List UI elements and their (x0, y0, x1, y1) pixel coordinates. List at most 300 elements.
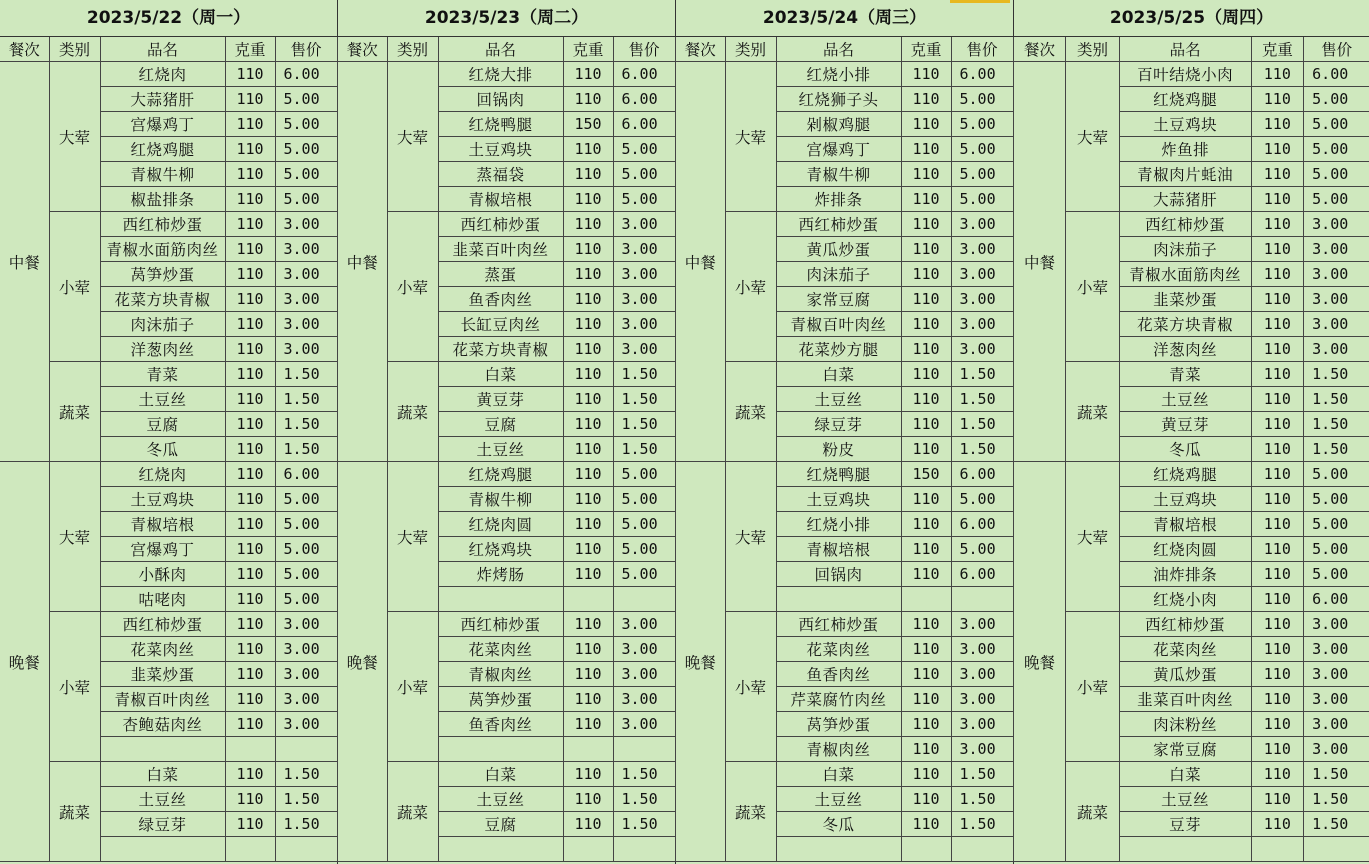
price-cell[interactable]: 3.00 (613, 287, 675, 312)
price-cell[interactable]: 6.00 (613, 62, 675, 87)
weight-cell[interactable]: 110 (225, 187, 275, 212)
weight-cell[interactable]: 110 (901, 212, 951, 237)
dish-name-cell[interactable]: 青菜 (1119, 362, 1251, 387)
day-title[interactable]: 2023/5/23（周二） (338, 0, 675, 37)
dish-name-cell[interactable]: 韭菜百叶肉丝 (1119, 687, 1251, 712)
dish-name-cell[interactable]: 土豆鸡块 (100, 487, 225, 512)
price-cell[interactable]: 3.00 (1304, 262, 1369, 287)
price-cell[interactable]: 3.00 (951, 312, 1013, 337)
meal-label[interactable]: 中餐 (676, 62, 725, 462)
price-cell[interactable]: 5.00 (1304, 112, 1369, 137)
price-cell[interactable]: 3.00 (1304, 687, 1369, 712)
price-cell[interactable]: 6.00 (1304, 587, 1369, 612)
category-label[interactable]: 大荤 (1066, 62, 1120, 212)
dish-name-cell[interactable]: 绿豆芽 (776, 412, 901, 437)
weight-cell[interactable]: 110 (901, 362, 951, 387)
price-cell[interactable]: 5.00 (275, 487, 337, 512)
price-cell[interactable]: 3.00 (951, 237, 1013, 262)
weight-cell[interactable]: 110 (1251, 462, 1304, 487)
price-cell[interactable] (275, 837, 337, 862)
price-cell[interactable]: 3.00 (1304, 337, 1369, 362)
dish-name-cell[interactable]: 豆腐 (438, 412, 563, 437)
dish-name-cell[interactable]: 土豆鸡块 (1119, 487, 1251, 512)
column-header-name[interactable]: 品名 (776, 37, 901, 62)
dish-name-cell[interactable]: 青椒肉片蚝油 (1119, 162, 1251, 187)
dish-name-cell[interactable]: 咕咾肉 (100, 587, 225, 612)
dish-name-cell[interactable]: 鱼香肉丝 (438, 712, 563, 737)
price-cell[interactable]: 1.50 (275, 787, 337, 812)
weight-cell[interactable]: 110 (563, 387, 613, 412)
price-cell[interactable]: 6.00 (951, 512, 1013, 537)
dish-name-cell[interactable]: 莴笋炒蛋 (100, 262, 225, 287)
price-cell[interactable]: 1.50 (1304, 812, 1369, 837)
dish-name-cell[interactable]: 土豆鸡块 (1119, 112, 1251, 137)
category-label[interactable]: 小荤 (1066, 212, 1120, 362)
price-cell[interactable]: 5.00 (1304, 162, 1369, 187)
weight-cell[interactable]: 110 (1251, 362, 1304, 387)
weight-cell[interactable]: 110 (1251, 237, 1304, 262)
dish-name-cell[interactable]: 白菜 (1119, 762, 1251, 787)
weight-cell[interactable]: 110 (1251, 587, 1304, 612)
weight-cell[interactable]: 110 (225, 362, 275, 387)
dish-name-cell[interactable]: 粉皮 (776, 437, 901, 462)
price-cell[interactable]: 1.50 (951, 387, 1013, 412)
price-cell[interactable]: 3.00 (1304, 312, 1369, 337)
dish-name-cell[interactable]: 炸烤肠 (438, 562, 563, 587)
weight-cell[interactable]: 110 (225, 212, 275, 237)
dish-name-cell[interactable]: 青椒百叶肉丝 (776, 312, 901, 337)
weight-cell[interactable]: 110 (563, 287, 613, 312)
dish-name-cell[interactable]: 花菜肉丝 (776, 637, 901, 662)
weight-cell[interactable]: 110 (563, 162, 613, 187)
dish-name-cell[interactable]: 洋葱肉丝 (1119, 337, 1251, 362)
price-cell[interactable]: 5.00 (1304, 137, 1369, 162)
dish-name-cell[interactable]: 肉沫茄子 (1119, 237, 1251, 262)
meal-label[interactable]: 晚餐 (676, 462, 725, 862)
category-label[interactable]: 小荤 (1066, 612, 1120, 762)
meal-label[interactable]: 中餐 (338, 62, 387, 462)
dish-name-cell[interactable]: 花菜肉丝 (438, 637, 563, 662)
dish-name-cell[interactable] (438, 837, 563, 862)
dish-name-cell[interactable]: 宫爆鸡丁 (776, 137, 901, 162)
dish-name-cell[interactable]: 鱼香肉丝 (776, 662, 901, 687)
price-cell[interactable]: 6.00 (613, 87, 675, 112)
dish-name-cell[interactable]: 红烧鸡腿 (1119, 87, 1251, 112)
dish-name-cell[interactable]: 蒸福袋 (438, 162, 563, 187)
weight-cell[interactable]: 110 (901, 512, 951, 537)
weight-cell[interactable]: 110 (1251, 212, 1304, 237)
dish-name-cell[interactable]: 土豆丝 (438, 787, 563, 812)
category-label[interactable]: 蔬菜 (49, 362, 100, 462)
weight-cell[interactable]: 110 (901, 187, 951, 212)
weight-cell[interactable]: 110 (901, 287, 951, 312)
price-cell[interactable]: 3.00 (613, 212, 675, 237)
dish-name-cell[interactable]: 红烧肉 (100, 62, 225, 87)
dish-name-cell[interactable]: 土豆丝 (1119, 787, 1251, 812)
price-cell[interactable]: 5.00 (1304, 512, 1369, 537)
weight-cell[interactable]: 110 (1251, 562, 1304, 587)
price-cell[interactable]: 1.50 (613, 362, 675, 387)
category-label[interactable]: 小荤 (387, 212, 438, 362)
price-cell[interactable]: 1.50 (1304, 362, 1369, 387)
dish-name-cell[interactable]: 青椒培根 (438, 187, 563, 212)
dish-name-cell[interactable]: 家常豆腐 (776, 287, 901, 312)
dish-name-cell[interactable]: 百叶结烧小肉 (1119, 62, 1251, 87)
weight-cell[interactable]: 110 (563, 762, 613, 787)
category-label[interactable]: 大荤 (725, 62, 776, 212)
dish-name-cell[interactable]: 红烧鸡腿 (1119, 462, 1251, 487)
dish-name-cell[interactable]: 青椒水面筋肉丝 (1119, 262, 1251, 287)
weight-cell[interactable]: 110 (1251, 62, 1304, 87)
price-cell[interactable] (951, 587, 1013, 612)
dish-name-cell[interactable]: 红烧肉圆 (438, 512, 563, 537)
weight-cell[interactable]: 110 (225, 537, 275, 562)
price-cell[interactable]: 1.50 (1304, 437, 1369, 462)
weight-cell[interactable]: 110 (901, 237, 951, 262)
weight-cell[interactable]: 110 (563, 562, 613, 587)
column-header-price[interactable]: 售价 (613, 37, 675, 62)
dish-name-cell[interactable]: 白菜 (438, 362, 563, 387)
dish-name-cell[interactable] (438, 587, 563, 612)
dish-name-cell[interactable]: 大蒜猪肝 (100, 87, 225, 112)
dish-name-cell[interactable]: 青椒水面筋肉丝 (100, 237, 225, 262)
weight-cell[interactable]: 110 (563, 812, 613, 837)
dish-name-cell[interactable]: 红烧鸭腿 (776, 462, 901, 487)
weight-cell[interactable]: 110 (1251, 512, 1304, 537)
price-cell[interactable]: 3.00 (613, 337, 675, 362)
weight-cell[interactable]: 110 (225, 387, 275, 412)
dish-name-cell[interactable]: 西红柿炒蛋 (776, 212, 901, 237)
column-header-weight[interactable]: 克重 (225, 37, 275, 62)
price-cell[interactable]: 1.50 (613, 787, 675, 812)
weight-cell[interactable]: 110 (563, 87, 613, 112)
dish-name-cell[interactable]: 家常豆腐 (1119, 737, 1251, 762)
price-cell[interactable]: 5.00 (613, 162, 675, 187)
dish-name-cell[interactable]: 土豆丝 (1119, 387, 1251, 412)
dish-name-cell[interactable]: 西红柿炒蛋 (100, 612, 225, 637)
weight-cell[interactable]: 110 (1251, 662, 1304, 687)
category-label[interactable]: 蔬菜 (49, 762, 100, 862)
price-cell[interactable]: 1.50 (951, 787, 1013, 812)
weight-cell[interactable]: 110 (225, 337, 275, 362)
price-cell[interactable]: 6.00 (275, 462, 337, 487)
dish-name-cell[interactable]: 西红柿炒蛋 (438, 212, 563, 237)
price-cell[interactable]: 3.00 (951, 337, 1013, 362)
price-cell[interactable]: 5.00 (951, 112, 1013, 137)
column-header-category[interactable]: 类别 (1066, 37, 1120, 62)
weight-cell[interactable]: 110 (901, 162, 951, 187)
dish-name-cell[interactable]: 杏鲍菇肉丝 (100, 712, 225, 737)
category-label[interactable]: 大荤 (387, 462, 438, 612)
weight-cell[interactable]: 110 (901, 637, 951, 662)
weight-cell[interactable]: 110 (1251, 787, 1304, 812)
price-cell[interactable]: 1.50 (1304, 412, 1369, 437)
dish-name-cell[interactable]: 青椒培根 (776, 537, 901, 562)
category-label[interactable]: 小荤 (49, 212, 100, 362)
weight-cell[interactable]: 110 (225, 437, 275, 462)
weight-cell[interactable]: 110 (225, 462, 275, 487)
dish-name-cell[interactable]: 花菜肉丝 (100, 637, 225, 662)
weight-cell[interactable]: 110 (1251, 162, 1304, 187)
dish-name-cell[interactable]: 回锅肉 (438, 87, 563, 112)
dish-name-cell[interactable]: 花菜方块青椒 (100, 287, 225, 312)
weight-cell[interactable] (1251, 837, 1304, 862)
column-header-category[interactable]: 类别 (725, 37, 776, 62)
dish-name-cell[interactable]: 白菜 (776, 762, 901, 787)
dish-name-cell[interactable]: 莴笋炒蛋 (438, 687, 563, 712)
dish-name-cell[interactable]: 红烧狮子头 (776, 87, 901, 112)
weight-cell[interactable]: 110 (1251, 487, 1304, 512)
weight-cell[interactable]: 110 (563, 187, 613, 212)
dish-name-cell[interactable]: 红烧肉圆 (1119, 537, 1251, 562)
price-cell[interactable]: 1.50 (275, 362, 337, 387)
price-cell[interactable]: 1.50 (1304, 387, 1369, 412)
price-cell[interactable]: 3.00 (1304, 637, 1369, 662)
category-label[interactable]: 大荤 (725, 462, 776, 612)
weight-cell[interactable] (225, 837, 275, 862)
weight-cell[interactable]: 110 (563, 312, 613, 337)
dish-name-cell[interactable]: 宫爆鸡丁 (100, 112, 225, 137)
weight-cell[interactable]: 110 (901, 137, 951, 162)
dish-name-cell[interactable]: 红烧鸡腿 (438, 462, 563, 487)
column-header-name[interactable]: 品名 (100, 37, 225, 62)
meal-label[interactable]: 中餐 (0, 62, 49, 462)
dish-name-cell[interactable]: 绿豆芽 (100, 812, 225, 837)
category-label[interactable]: 大荤 (49, 462, 100, 612)
price-cell[interactable]: 1.50 (613, 762, 675, 787)
weight-cell[interactable]: 110 (563, 237, 613, 262)
dish-name-cell[interactable]: 西红柿炒蛋 (438, 612, 563, 637)
meal-label[interactable]: 晚餐 (0, 462, 49, 862)
dish-name-cell[interactable]: 青椒牛柳 (776, 162, 901, 187)
price-cell[interactable]: 1.50 (951, 362, 1013, 387)
dish-name-cell[interactable]: 花菜方块青椒 (1119, 312, 1251, 337)
weight-cell[interactable]: 110 (901, 787, 951, 812)
price-cell[interactable]: 3.00 (275, 312, 337, 337)
weight-cell[interactable]: 110 (563, 137, 613, 162)
price-cell[interactable]: 3.00 (275, 337, 337, 362)
weight-cell[interactable]: 110 (563, 212, 613, 237)
price-cell[interactable]: 5.00 (275, 512, 337, 537)
price-cell[interactable]: 3.00 (275, 212, 337, 237)
weight-cell[interactable]: 110 (1251, 287, 1304, 312)
weight-cell[interactable]: 110 (563, 787, 613, 812)
dish-name-cell[interactable]: 青椒培根 (1119, 512, 1251, 537)
weight-cell[interactable]: 110 (225, 587, 275, 612)
price-cell[interactable]: 1.50 (613, 412, 675, 437)
dish-name-cell[interactable]: 白菜 (438, 762, 563, 787)
price-cell[interactable]: 3.00 (613, 612, 675, 637)
category-label[interactable]: 大荤 (387, 62, 438, 212)
price-cell[interactable]: 6.00 (951, 562, 1013, 587)
column-header-category[interactable]: 类别 (49, 37, 100, 62)
dish-name-cell[interactable]: 西红柿炒蛋 (100, 212, 225, 237)
weight-cell[interactable]: 110 (901, 562, 951, 587)
dish-name-cell[interactable]: 韭菜炒蛋 (1119, 287, 1251, 312)
dish-name-cell[interactable]: 炸排条 (776, 187, 901, 212)
weight-cell[interactable]: 110 (225, 762, 275, 787)
weight-cell[interactable]: 110 (1251, 687, 1304, 712)
price-cell[interactable]: 3.00 (613, 662, 675, 687)
price-cell[interactable]: 3.00 (1304, 612, 1369, 637)
weight-cell[interactable]: 110 (1251, 112, 1304, 137)
dish-name-cell[interactable] (100, 837, 225, 862)
weight-cell[interactable]: 110 (901, 662, 951, 687)
price-cell[interactable]: 3.00 (1304, 662, 1369, 687)
dish-name-cell[interactable]: 土豆鸡块 (438, 137, 563, 162)
weight-cell[interactable]: 110 (563, 337, 613, 362)
weight-cell[interactable]: 110 (563, 637, 613, 662)
weight-cell[interactable] (563, 837, 613, 862)
price-cell[interactable]: 1.50 (275, 812, 337, 837)
weight-cell[interactable]: 110 (901, 537, 951, 562)
column-header-meal[interactable]: 餐次 (0, 37, 49, 62)
price-cell[interactable]: 5.00 (951, 137, 1013, 162)
weight-cell[interactable]: 110 (225, 287, 275, 312)
weight-cell[interactable]: 110 (563, 62, 613, 87)
weight-cell[interactable]: 110 (1251, 412, 1304, 437)
price-cell[interactable]: 3.00 (951, 687, 1013, 712)
price-cell[interactable]: 1.50 (275, 762, 337, 787)
dish-name-cell[interactable]: 黄豆芽 (438, 387, 563, 412)
dish-name-cell[interactable]: 白菜 (776, 362, 901, 387)
price-cell[interactable]: 5.00 (275, 137, 337, 162)
price-cell[interactable] (613, 837, 675, 862)
dish-name-cell[interactable]: 西红柿炒蛋 (1119, 212, 1251, 237)
category-label[interactable]: 小荤 (387, 612, 438, 762)
dish-name-cell[interactable]: 土豆丝 (776, 787, 901, 812)
weight-cell[interactable]: 110 (1251, 387, 1304, 412)
price-cell[interactable]: 1.50 (951, 412, 1013, 437)
weight-cell[interactable]: 110 (225, 487, 275, 512)
price-cell[interactable]: 5.00 (951, 537, 1013, 562)
weight-cell[interactable]: 110 (563, 462, 613, 487)
weight-cell[interactable]: 110 (1251, 612, 1304, 637)
weight-cell[interactable]: 110 (225, 312, 275, 337)
price-cell[interactable]: 1.50 (613, 437, 675, 462)
price-cell[interactable]: 1.50 (275, 387, 337, 412)
dish-name-cell[interactable]: 花菜肉丝 (1119, 637, 1251, 662)
price-cell[interactable]: 3.00 (275, 287, 337, 312)
weight-cell[interactable]: 110 (901, 437, 951, 462)
price-cell[interactable]: 5.00 (275, 162, 337, 187)
column-header-name[interactable]: 品名 (438, 37, 563, 62)
weight-cell[interactable]: 110 (1251, 737, 1304, 762)
weight-cell[interactable]: 110 (901, 687, 951, 712)
price-cell[interactable]: 5.00 (613, 562, 675, 587)
dish-name-cell[interactable]: 冬瓜 (776, 812, 901, 837)
weight-cell[interactable]: 110 (901, 487, 951, 512)
dish-name-cell[interactable]: 回锅肉 (776, 562, 901, 587)
day-title[interactable]: 2023/5/25（周四） (1014, 0, 1369, 37)
dish-name-cell[interactable]: 红烧鸭腿 (438, 112, 563, 137)
category-label[interactable]: 蔬菜 (387, 362, 438, 462)
dish-name-cell[interactable]: 油炸排条 (1119, 562, 1251, 587)
price-cell[interactable]: 3.00 (613, 312, 675, 337)
weight-cell[interactable]: 110 (225, 412, 275, 437)
weight-cell[interactable]: 110 (1251, 187, 1304, 212)
weight-cell[interactable]: 110 (563, 687, 613, 712)
price-cell[interactable]: 1.50 (613, 812, 675, 837)
weight-cell[interactable]: 110 (901, 712, 951, 737)
dish-name-cell[interactable]: 剁椒鸡腿 (776, 112, 901, 137)
dish-name-cell[interactable]: 肉沫粉丝 (1119, 712, 1251, 737)
dish-name-cell[interactable]: 韭菜百叶肉丝 (438, 237, 563, 262)
dish-name-cell[interactable]: 小酥肉 (100, 562, 225, 587)
dish-name-cell[interactable]: 土豆丝 (100, 787, 225, 812)
weight-cell[interactable]: 110 (563, 512, 613, 537)
price-cell[interactable]: 1.50 (951, 812, 1013, 837)
dish-name-cell[interactable]: 冬瓜 (1119, 437, 1251, 462)
price-cell[interactable] (275, 737, 337, 762)
weight-cell[interactable]: 110 (1251, 337, 1304, 362)
category-label[interactable]: 蔬菜 (387, 762, 438, 862)
weight-cell[interactable]: 110 (901, 387, 951, 412)
weight-cell[interactable]: 110 (225, 787, 275, 812)
price-cell[interactable]: 6.00 (1304, 62, 1369, 87)
price-cell[interactable]: 3.00 (951, 712, 1013, 737)
price-cell[interactable]: 5.00 (613, 487, 675, 512)
dish-name-cell[interactable]: 土豆丝 (776, 387, 901, 412)
price-cell[interactable]: 5.00 (1304, 462, 1369, 487)
price-cell[interactable]: 6.00 (613, 112, 675, 137)
weight-cell[interactable]: 110 (901, 412, 951, 437)
weight-cell[interactable]: 110 (225, 262, 275, 287)
price-cell[interactable]: 1.50 (275, 437, 337, 462)
dish-name-cell[interactable]: 红烧大排 (438, 62, 563, 87)
price-cell[interactable]: 3.00 (613, 637, 675, 662)
weight-cell[interactable]: 110 (225, 137, 275, 162)
price-cell[interactable]: 3.00 (613, 262, 675, 287)
weight-cell[interactable] (901, 837, 951, 862)
price-cell[interactable]: 6.00 (275, 62, 337, 87)
dish-name-cell[interactable] (100, 737, 225, 762)
price-cell[interactable]: 1.50 (613, 387, 675, 412)
price-cell[interactable]: 5.00 (951, 87, 1013, 112)
weight-cell[interactable]: 110 (563, 362, 613, 387)
dish-name-cell[interactable]: 豆芽 (1119, 812, 1251, 837)
dish-name-cell[interactable]: 黄瓜炒蛋 (776, 237, 901, 262)
weight-cell[interactable]: 110 (901, 312, 951, 337)
column-header-price[interactable]: 售价 (1304, 37, 1369, 62)
weight-cell[interactable]: 110 (225, 512, 275, 537)
category-label[interactable]: 小荤 (49, 612, 100, 762)
weight-cell[interactable]: 110 (563, 712, 613, 737)
weight-cell[interactable]: 110 (225, 662, 275, 687)
weight-cell[interactable]: 110 (225, 112, 275, 137)
dish-name-cell[interactable]: 土豆鸡块 (776, 487, 901, 512)
dish-name-cell[interactable]: 莴笋炒蛋 (776, 712, 901, 737)
column-header-price[interactable]: 售价 (951, 37, 1013, 62)
weight-cell[interactable]: 110 (563, 437, 613, 462)
category-label[interactable]: 小荤 (725, 612, 776, 762)
weight-cell[interactable]: 110 (225, 87, 275, 112)
weight-cell[interactable]: 110 (1251, 87, 1304, 112)
day-title[interactable]: 2023/5/24（周三） (676, 0, 1013, 37)
weight-cell[interactable] (225, 737, 275, 762)
weight-cell[interactable]: 110 (901, 612, 951, 637)
weight-cell[interactable]: 110 (225, 562, 275, 587)
dish-name-cell[interactable]: 青椒牛柳 (438, 487, 563, 512)
weight-cell[interactable] (563, 587, 613, 612)
weight-cell[interactable]: 110 (1251, 762, 1304, 787)
weight-cell[interactable]: 110 (225, 812, 275, 837)
weight-cell[interactable]: 110 (225, 637, 275, 662)
weight-cell[interactable]: 110 (901, 262, 951, 287)
dish-name-cell[interactable]: 黄瓜炒蛋 (1119, 662, 1251, 687)
price-cell[interactable]: 3.00 (951, 737, 1013, 762)
price-cell[interactable]: 5.00 (613, 137, 675, 162)
